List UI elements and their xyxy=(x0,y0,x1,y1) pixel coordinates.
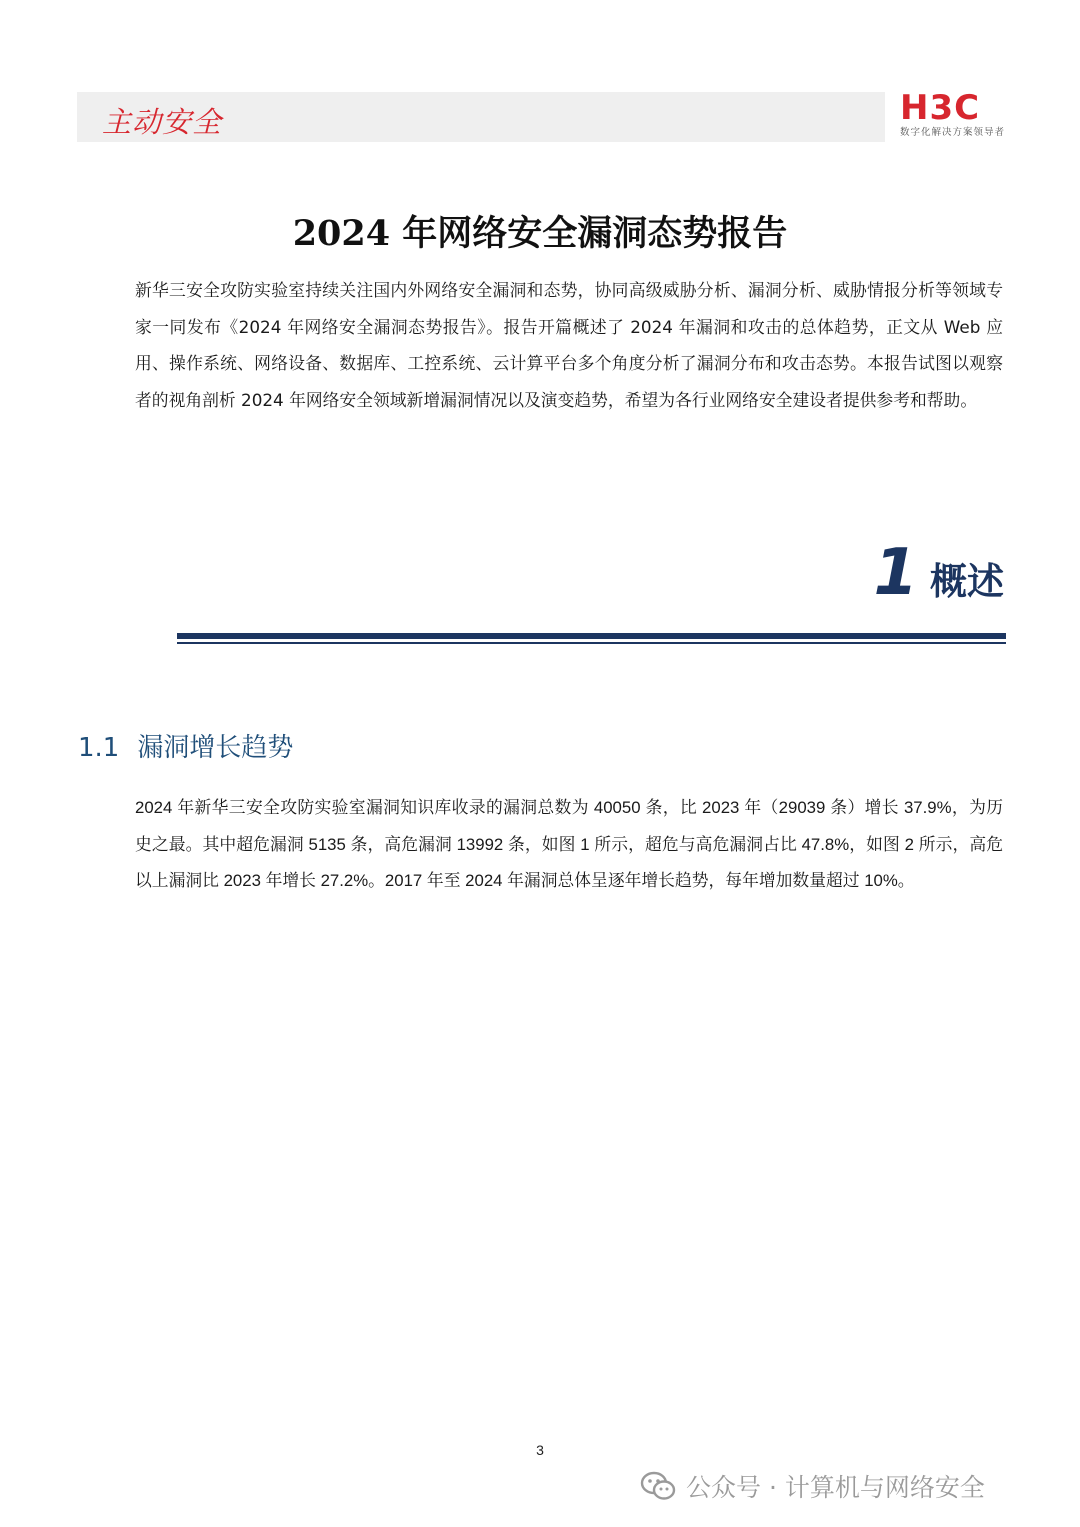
section-number: 1.1 xyxy=(78,733,120,763)
wechat-icon xyxy=(640,1471,676,1501)
h3c-logo xyxy=(896,88,1008,140)
chapter-heading xyxy=(873,536,1004,610)
chapter-number: 1 xyxy=(873,536,918,610)
header-tag: 主动安全 xyxy=(102,105,223,139)
watermark-text: 公众号 · 计算机与网络安全 xyxy=(686,1473,985,1502)
page-number: 3 xyxy=(536,1442,544,1458)
section-heading xyxy=(78,727,293,764)
section-title: 漏洞增长趋势 xyxy=(137,733,294,763)
logo-tagline: 数字化解决方案领导者 xyxy=(900,127,1006,138)
logo-mark: H3C xyxy=(900,88,981,128)
chapter-title: 概述 xyxy=(930,560,1004,603)
chapter-rule-thin xyxy=(177,642,1006,644)
section-body-paragraph: 2024 年新华三安全攻防实验室漏洞知识库收录的漏洞总数为 40050 条，比 2023 年（29039 条）增长 37.9%，为历史之最。其中超危漏洞 5135 条，高危漏洞 13992 条，如图 1 所示，超危与高危漏洞占比 47.8%，如图 2 所示，高危以上漏洞比 2023 年增长 27.2%。2017 年至 2024 年漏洞总体呈逐年增长趋势，每年增加数量超过 10%。 xyxy=(135,798,1003,890)
intro-paragraph: 新华三安全攻防实验室持续关注国内外网络安全漏洞和态势，协同高级威胁分析、漏洞分析、威胁情报分析等领域专家一同发布《2024 年网络安全漏洞态势报告》。报告开篇概述了 2024 年漏洞和攻击的总体趋势，正文从 Web 应用、操作系统、网络设备、数据库、工控系统、云计算平台多个角度分析了漏洞分布和攻击态势。本报告试图以观察者的视角剖析 2024 年网络安全领域新增漏洞情况以及演变趋势，希望为各行业网络安全建设者提供参考和帮助。 xyxy=(135,280,1003,410)
document-title: 2024 年网络安全漏洞态势报告 xyxy=(292,213,788,254)
watermark xyxy=(640,1466,985,1506)
chapter-rule-thick xyxy=(177,633,1006,639)
